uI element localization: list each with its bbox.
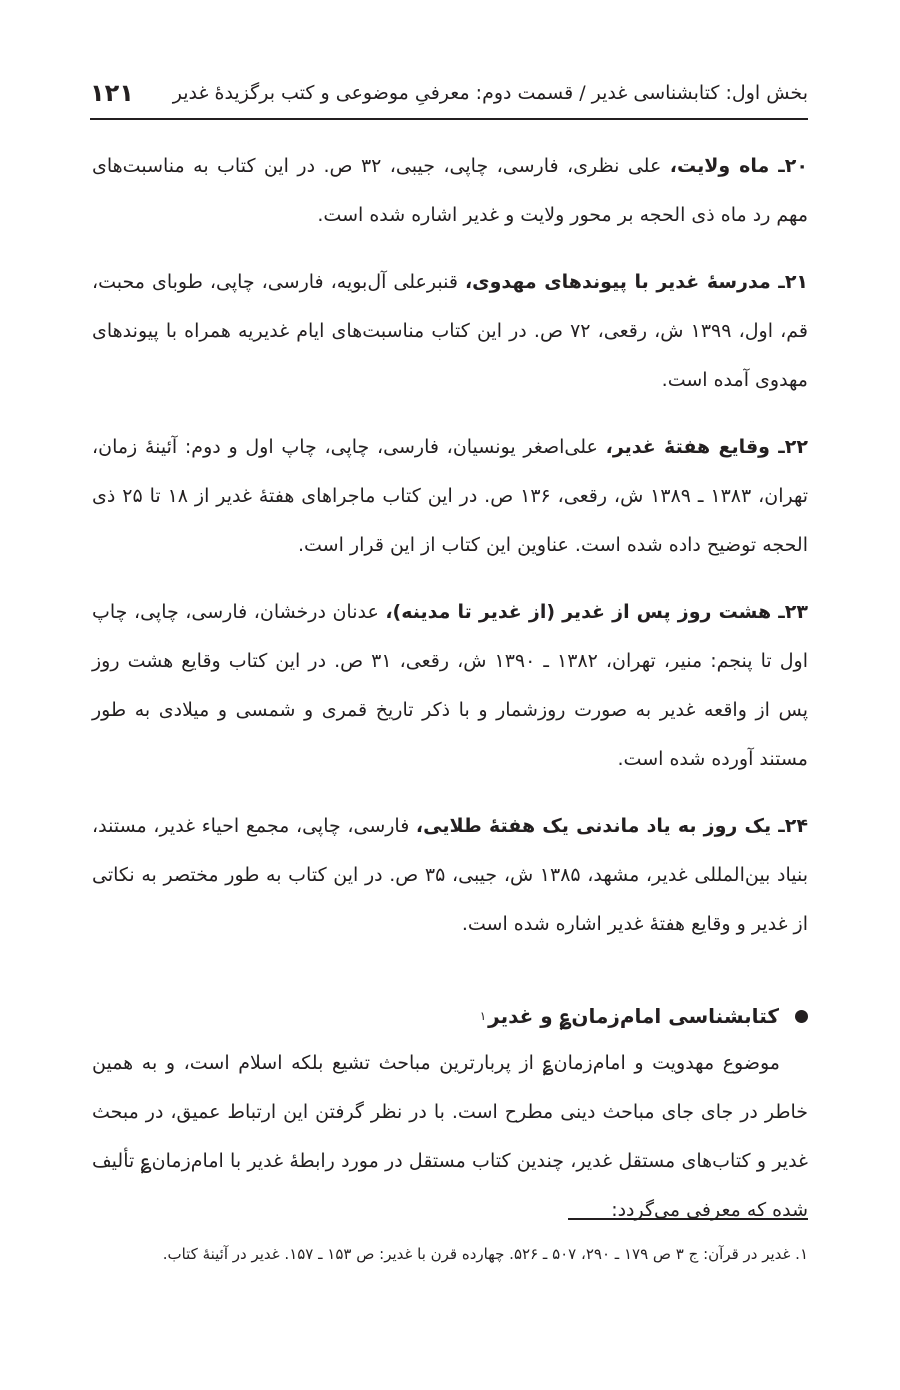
footnote-reference: ۱: [479, 1009, 487, 1023]
section-heading-text: کتابشناسی امام‌زمان‌؏ و غدیر: [488, 1004, 779, 1028]
entry-text: علی‌اصغر یونسیان، فارسی، چاپی، چاپ اول و دوم: آئینۀ زمان، تهران، ۱۳۸۳ ـ ۱۳۸۹ ش، رقعی، ۱۳۶ ص. در این کتاب ماجراهای هفتۀ غدیر از ۱۸ تا ۲۵ ذی الحجه توضیح داده شده است. عناوین این کتاب از این قرار است.: [92, 436, 809, 556]
footnote-divider: [568, 1218, 808, 1220]
page-header: [90, 68, 808, 120]
bullet-icon: [795, 1010, 808, 1023]
entry-text: فارسی، چاپی، مجمع احیاء غدیر، مستند، بنیاد بین‌المللی غدیر، مشهد، ۱۳۸۵ ش، جیبی، ۳۵ ص. در این کتاب به طور مختصر به نکاتی از غدیر و وقایع هفتۀ غدیر اشاره شده است.: [92, 815, 808, 935]
entry-text: علی نظری، فارسی، چاپی، جیبی، ۳۲ ص. در این کتاب به مناسبت‌های مهم رد ماه ذی الحجه بر محور ولایت و غدیر اشاره شده است.: [92, 155, 808, 226]
section-heading: [92, 993, 808, 1039]
footnote: ۱. غدیر در قرآن: ج ۳ ص ۱۷۹ ـ ۲۹۰، ۵۰۷ ـ ۵۲۶. چهارده قرن با غدیر: ص ۱۵۳ ـ ۱۵۷. غدیر در آئینۀ کتاب.: [162, 1245, 808, 1263]
book-entry-20: [92, 142, 808, 240]
entry-text: قنبرعلی آل‌بویه، فارسی، چاپی، طوبای محبت، قم، اول، ۱۳۹۹ ش، رقعی، ۷۲ ص. در این کتاب مناسبت‌های ایام غدیریه همراه با پیوندهای مهدوی آمده است.: [92, 271, 808, 391]
book-entry-21: [92, 258, 808, 405]
entry-title: ۲۰ـ ماه ولایت،: [669, 155, 808, 177]
page-content: [92, 142, 808, 1235]
entry-text: عدنان درخشان، فارسی، چاپی، چاپ اول تا پنجم: منیر، تهران، ۱۳۸۲ ـ ۱۳۹۰ ش، رقعی، ۳۱ ص. در این کتاب وقایع هشت روز پس از واقعه غدیر به صورت روزشمار و با ذکر تاریخ قمری و شمسی و میلادی به طور مستند آورده شده است.: [92, 601, 808, 770]
entry-title: ۲۲ـ وقایع هفتۀ غدیر،: [605, 436, 808, 458]
entry-title: ۲۴ـ یک روز به یاد ماندنی یک هفتۀ طلایی،: [415, 815, 808, 837]
section-intro: موضوع مهدویت و امام‌زمان‌؏ از پربارترین مباحث تشیع بلکه اسلام است، و به همین خاطر در جای جای مباحث دینی مطرح است. با در نظر گرفتن این ارتباط عمیق، در مبحث غدیر و کتاب‌های مستقل غدیر، چندین کتاب مستقل در مورد رابطۀ غدیر با امام‌زمان‌؏ تألیف شده که معرفی می‌گردد:: [92, 1052, 808, 1221]
entry-title: ۲۳ـ هشت روز پس از غدیر (از غدیر تا مدینه)،: [385, 601, 808, 623]
book-entry-23: [92, 588, 808, 784]
running-title: بخش اول: کتابشناسی غدیر / قسمت دوم: معرفیِ موضوعی و کتب برگزیدۀ غدیر: [172, 82, 808, 104]
book-entry-22: [92, 423, 808, 570]
page-number: ۱۲۱: [90, 79, 134, 107]
entry-title: ۲۱ـ مدرسۀ غدیر با پیوندهای مهدوی،: [464, 271, 809, 293]
book-entry-24: [92, 802, 808, 949]
